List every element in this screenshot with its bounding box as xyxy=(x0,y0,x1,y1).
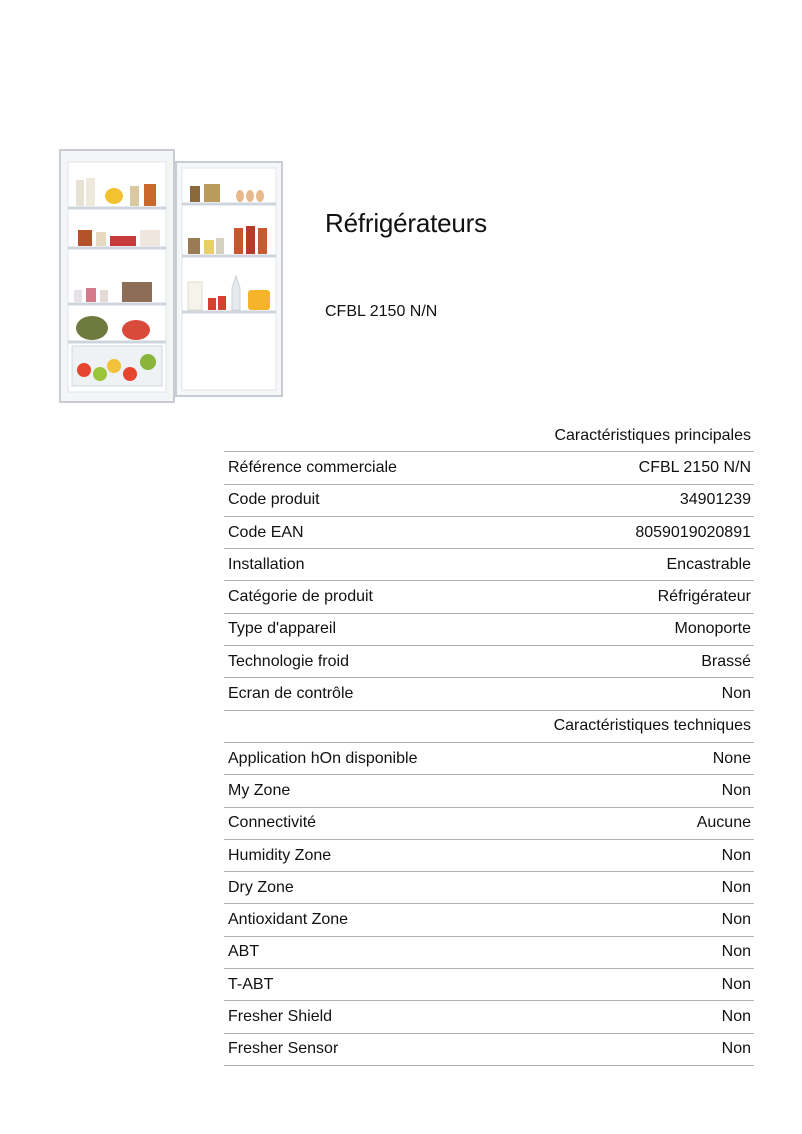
section-title: Caractéristiques principales xyxy=(554,426,751,444)
table-row xyxy=(224,1001,754,1033)
spec-label: Code produit xyxy=(228,491,320,509)
spec-value: Aucune xyxy=(696,814,751,832)
spec-value: Brassé xyxy=(701,652,751,670)
spec-value: None xyxy=(712,749,751,767)
spec-label: T-ABT xyxy=(228,975,274,993)
spec-value: Non xyxy=(721,846,751,864)
spec-value: Non xyxy=(721,911,751,929)
spec-label: Installation xyxy=(228,555,305,573)
spec-value: Non xyxy=(721,1040,751,1058)
spec-label: Dry Zone xyxy=(228,878,294,896)
spec-value: Non xyxy=(721,685,751,703)
table-row xyxy=(224,969,754,1001)
refrigerator-open-icon xyxy=(58,148,286,408)
spec-value: 34901239 xyxy=(679,491,751,509)
spec-label: Type d'appareil xyxy=(228,620,337,638)
table-row xyxy=(224,872,754,904)
spec-value: Non xyxy=(721,878,751,896)
table-row xyxy=(224,1034,754,1066)
spec-label: Code EAN xyxy=(228,523,304,541)
spec-label: Application hOn disponible xyxy=(228,749,418,767)
table-row xyxy=(224,485,754,517)
spec-value: Non xyxy=(721,975,751,993)
spec-value: Monoporte xyxy=(674,620,751,638)
table-row xyxy=(224,775,754,807)
table-row xyxy=(224,904,754,936)
table-row xyxy=(224,517,754,549)
spec-label: Catégorie de produit xyxy=(228,588,373,606)
spec-label: My Zone xyxy=(228,781,291,799)
spec-value: CFBL 2150 N/N xyxy=(638,458,751,476)
section-title: Caractéristiques techniques xyxy=(553,717,751,735)
table-row xyxy=(224,678,754,710)
table-row xyxy=(224,646,754,678)
spec-value: Réfrigérateur xyxy=(657,588,751,606)
spec-label: Connectivité xyxy=(228,814,317,832)
spec-value: 8059019020891 xyxy=(635,523,751,541)
table-row xyxy=(224,937,754,969)
section-header xyxy=(224,420,754,452)
table-row xyxy=(224,549,754,581)
table-row xyxy=(224,452,754,484)
spec-label: Fresher Sensor xyxy=(228,1040,339,1058)
spec-value: Encastrable xyxy=(666,555,751,573)
spec-label: Technologie froid xyxy=(228,652,349,670)
section-header xyxy=(224,711,754,743)
spec-label: ABT xyxy=(228,943,260,961)
spec-label: Référence commerciale xyxy=(228,458,397,476)
spec-label: Antioxidant Zone xyxy=(228,911,349,929)
spec-label: Fresher Shield xyxy=(228,1007,333,1025)
spec-value: Non xyxy=(721,781,751,799)
page-title: Réfrigérateurs xyxy=(325,208,487,238)
table-row xyxy=(224,614,754,646)
spec-label: Humidity Zone xyxy=(228,846,332,864)
spec-value: Non xyxy=(721,943,751,961)
table-row xyxy=(224,743,754,775)
product-image xyxy=(58,148,286,408)
spec-label: Ecran de contrôle xyxy=(228,685,354,703)
spec-table xyxy=(224,420,754,1066)
spec-value: Non xyxy=(721,1007,751,1025)
table-row xyxy=(224,840,754,872)
product-model: CFBL 2150 N/N xyxy=(325,303,438,320)
table-row xyxy=(224,581,754,613)
table-row xyxy=(224,808,754,840)
